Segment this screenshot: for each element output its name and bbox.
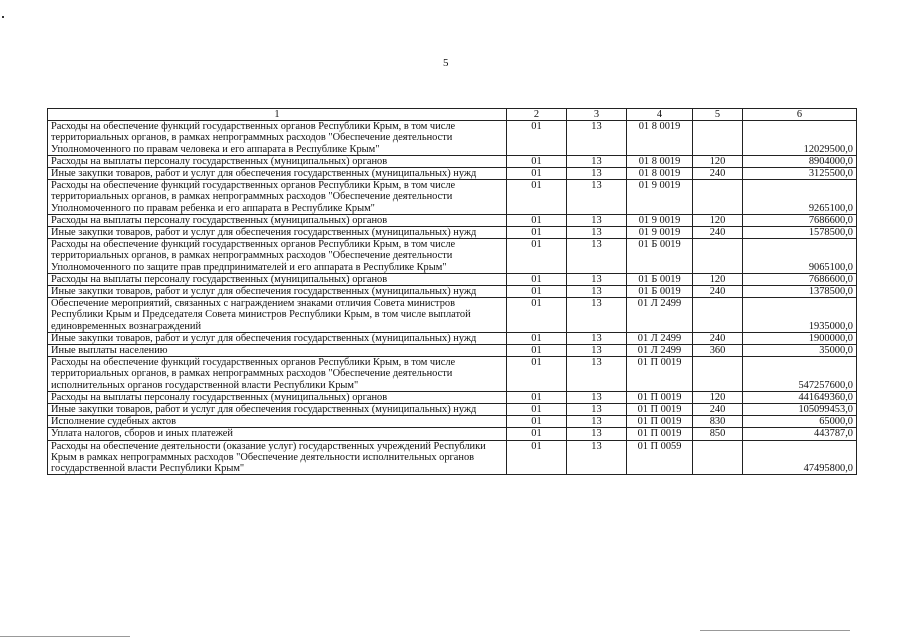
expense-name: Иные выплаты населению (48, 345, 507, 357)
expense-type-code: 360 (693, 345, 743, 357)
expense-type-code: 120 (693, 391, 743, 403)
target-article-code: 01 Б 0019 (627, 286, 693, 298)
expense-type-code: 120 (693, 214, 743, 226)
subsection-code: 13 (567, 168, 627, 180)
expense-name: Иные закупки товаров, работ и услуг для обеспечения государственных (муниципальных) нужд (48, 404, 507, 416)
section-code: 01 (507, 239, 567, 274)
subsection-code: 13 (567, 214, 627, 226)
subsection-code: 13 (567, 155, 627, 167)
section-code: 01 (507, 286, 567, 298)
section-code: 01 (507, 357, 567, 392)
expense-type-code (693, 357, 743, 392)
scan-speck (2, 16, 4, 18)
section-code: 01 (507, 428, 567, 440)
table-row (48, 332, 857, 344)
column-header-5: 5 (693, 109, 743, 121)
target-article-code: 01 8 0019 (627, 121, 693, 156)
expense-type-code: 850 (693, 428, 743, 440)
table-row (48, 357, 857, 392)
expense-name: Обеспечение мероприятий, связанных с награждением знаками отличия Совета министров Республики Крым и Председателя Совета министров Республики Крым, в том числе выплатой единовременных вознаграждений (48, 298, 507, 333)
column-header-3: 3 (567, 109, 627, 121)
expense-name: Иные закупки товаров, работ и услуг для обеспечения государственных (муниципальных) нужд (48, 227, 507, 239)
table-row (48, 155, 857, 167)
target-article-code: 01 9 0019 (627, 180, 693, 215)
expense-name: Расходы на обеспечение деятельности (оказание услуг) государственных учреждений Республики Крым в рамках непрограммных расходов "Обеспечение деятельности исполнительных органов государственной власти Республики Крым" (48, 440, 507, 475)
expense-name: Уплата налогов, сборов и иных платежей (48, 428, 507, 440)
section-code: 01 (507, 416, 567, 428)
amount: 12029500,0 (743, 121, 857, 156)
subsection-code: 13 (567, 345, 627, 357)
amount: 7686600,0 (743, 273, 857, 285)
subsection-code: 13 (567, 357, 627, 392)
subsection-code: 13 (567, 391, 627, 403)
target-article-code: 01 Л 2499 (627, 332, 693, 344)
section-code: 01 (507, 273, 567, 285)
subsection-code: 13 (567, 298, 627, 333)
section-code: 01 (507, 391, 567, 403)
column-header-6: 6 (743, 109, 857, 121)
target-article-code: 01 Л 2499 (627, 298, 693, 333)
amount: 7686600,0 (743, 214, 857, 226)
table-row (48, 121, 857, 156)
amount: 9065100,0 (743, 239, 857, 274)
table-header-row (48, 109, 857, 121)
column-header-4: 4 (627, 109, 693, 121)
column-header-2: 2 (507, 109, 567, 121)
section-code: 01 (507, 332, 567, 344)
section-code: 01 (507, 298, 567, 333)
target-article-code: 01 П 0059 (627, 440, 693, 475)
subsection-code: 13 (567, 428, 627, 440)
expense-type-code: 240 (693, 168, 743, 180)
amount: 9265100,0 (743, 180, 857, 215)
section-code: 01 (507, 168, 567, 180)
expense-type-code (693, 440, 743, 475)
expense-type-code (693, 298, 743, 333)
page-number: 5 (443, 57, 449, 69)
table-row (48, 180, 857, 215)
amount: 1935000,0 (743, 298, 857, 333)
table-row (48, 286, 857, 298)
table-row (48, 227, 857, 239)
amount: 105099453,0 (743, 404, 857, 416)
expense-type-code (693, 239, 743, 274)
table-row (48, 168, 857, 180)
amount: 547257600,0 (743, 357, 857, 392)
expense-type-code: 240 (693, 227, 743, 239)
table-row (48, 298, 857, 333)
amount: 443787,0 (743, 428, 857, 440)
expense-name: Расходы на выплаты персоналу государственных (муниципальных) органов (48, 155, 507, 167)
target-article-code: 01 Б 0019 (627, 273, 693, 285)
scan-edge-line (700, 630, 850, 631)
expense-name: Расходы на обеспечение функций государственных органов Республики Крым, в том числе территориальных органов, в рамках непрограммных расходов "Обеспечение деятельности исполнительных органов государственной власти Республики Крым" (48, 357, 507, 392)
section-code: 01 (507, 404, 567, 416)
expense-name: Иные закупки товаров, работ и услуг для обеспечения государственных (муниципальных) нужд (48, 286, 507, 298)
expense-type-code: 240 (693, 404, 743, 416)
amount: 1578500,0 (743, 227, 857, 239)
expense-name: Расходы на обеспечение функций государственных органов Республики Крым, в том числе территориальных органов, в рамках непрограммных расходов "Обеспечение деятельности Уполномоченного по правам человека и его аппарата в Республике Крым" (48, 121, 507, 156)
expense-name: Расходы на выплаты персоналу государственных (муниципальных) органов (48, 214, 507, 226)
expense-type-code (693, 121, 743, 156)
table-row (48, 273, 857, 285)
section-code: 01 (507, 440, 567, 475)
subsection-code: 13 (567, 239, 627, 274)
subsection-code: 13 (567, 227, 627, 239)
amount: 35000,0 (743, 345, 857, 357)
amount: 1378500,0 (743, 286, 857, 298)
target-article-code: 01 П 0019 (627, 404, 693, 416)
subsection-code: 13 (567, 416, 627, 428)
section-code: 01 (507, 345, 567, 357)
scan-edge-line (0, 636, 130, 637)
amount: 65000,0 (743, 416, 857, 428)
expense-name: Расходы на выплаты персоналу государственных (муниципальных) органов (48, 273, 507, 285)
expense-name: Расходы на выплаты персоналу государственных (муниципальных) органов (48, 391, 507, 403)
table-row (48, 391, 857, 403)
section-code: 01 (507, 155, 567, 167)
section-code: 01 (507, 180, 567, 215)
subsection-code: 13 (567, 440, 627, 475)
expense-name: Иные закупки товаров, работ и услуг для обеспечения государственных (муниципальных) нужд (48, 168, 507, 180)
target-article-code: 01 П 0019 (627, 391, 693, 403)
target-article-code: 01 8 0019 (627, 168, 693, 180)
amount: 47495800,0 (743, 440, 857, 475)
subsection-code: 13 (567, 180, 627, 215)
target-article-code: 01 9 0019 (627, 214, 693, 226)
expense-name: Расходы на обеспечение функций государственных органов Республики Крым, в том числе территориальных органов, в рамках непрограммных расходов "Обеспечение деятельности Уполномоченного по правам ребенка и его аппарата в Республике Крым" (48, 180, 507, 215)
subsection-code: 13 (567, 404, 627, 416)
table-row (48, 404, 857, 416)
table-row (48, 440, 857, 475)
target-article-code: 01 9 0019 (627, 227, 693, 239)
expense-type-code: 240 (693, 286, 743, 298)
target-article-code: 01 8 0019 (627, 155, 693, 167)
table-row (48, 345, 857, 357)
expense-name: Исполнение судебных актов (48, 416, 507, 428)
budget-table (47, 108, 857, 475)
expense-type-code (693, 180, 743, 215)
table-row (48, 428, 857, 440)
target-article-code: 01 П 0019 (627, 357, 693, 392)
section-code: 01 (507, 227, 567, 239)
expense-type-code: 120 (693, 155, 743, 167)
expense-name: Расходы на обеспечение функций государственных органов Республики Крым, в том числе территориальных органов, в рамках непрограммных расходов "Обеспечение деятельности Уполномоченного по защите прав предпринимателей и его аппарата в Республике Крым" (48, 239, 507, 274)
target-article-code: 01 П 0019 (627, 428, 693, 440)
table-row (48, 214, 857, 226)
subsection-code: 13 (567, 121, 627, 156)
amount: 1900000,0 (743, 332, 857, 344)
table-row (48, 416, 857, 428)
table-row (48, 239, 857, 274)
subsection-code: 13 (567, 286, 627, 298)
target-article-code: 01 П 0019 (627, 416, 693, 428)
expense-type-code: 120 (693, 273, 743, 285)
subsection-code: 13 (567, 273, 627, 285)
subsection-code: 13 (567, 332, 627, 344)
column-header-1: 1 (48, 109, 507, 121)
amount: 441649360,0 (743, 391, 857, 403)
target-article-code: 01 Б 0019 (627, 239, 693, 274)
amount: 8904000,0 (743, 155, 857, 167)
section-code: 01 (507, 214, 567, 226)
expense-name: Иные закупки товаров, работ и услуг для обеспечения государственных (муниципальных) нужд (48, 332, 507, 344)
expense-type-code: 240 (693, 332, 743, 344)
target-article-code: 01 Л 2499 (627, 345, 693, 357)
section-code: 01 (507, 121, 567, 156)
amount: 3125500,0 (743, 168, 857, 180)
expense-type-code: 830 (693, 416, 743, 428)
